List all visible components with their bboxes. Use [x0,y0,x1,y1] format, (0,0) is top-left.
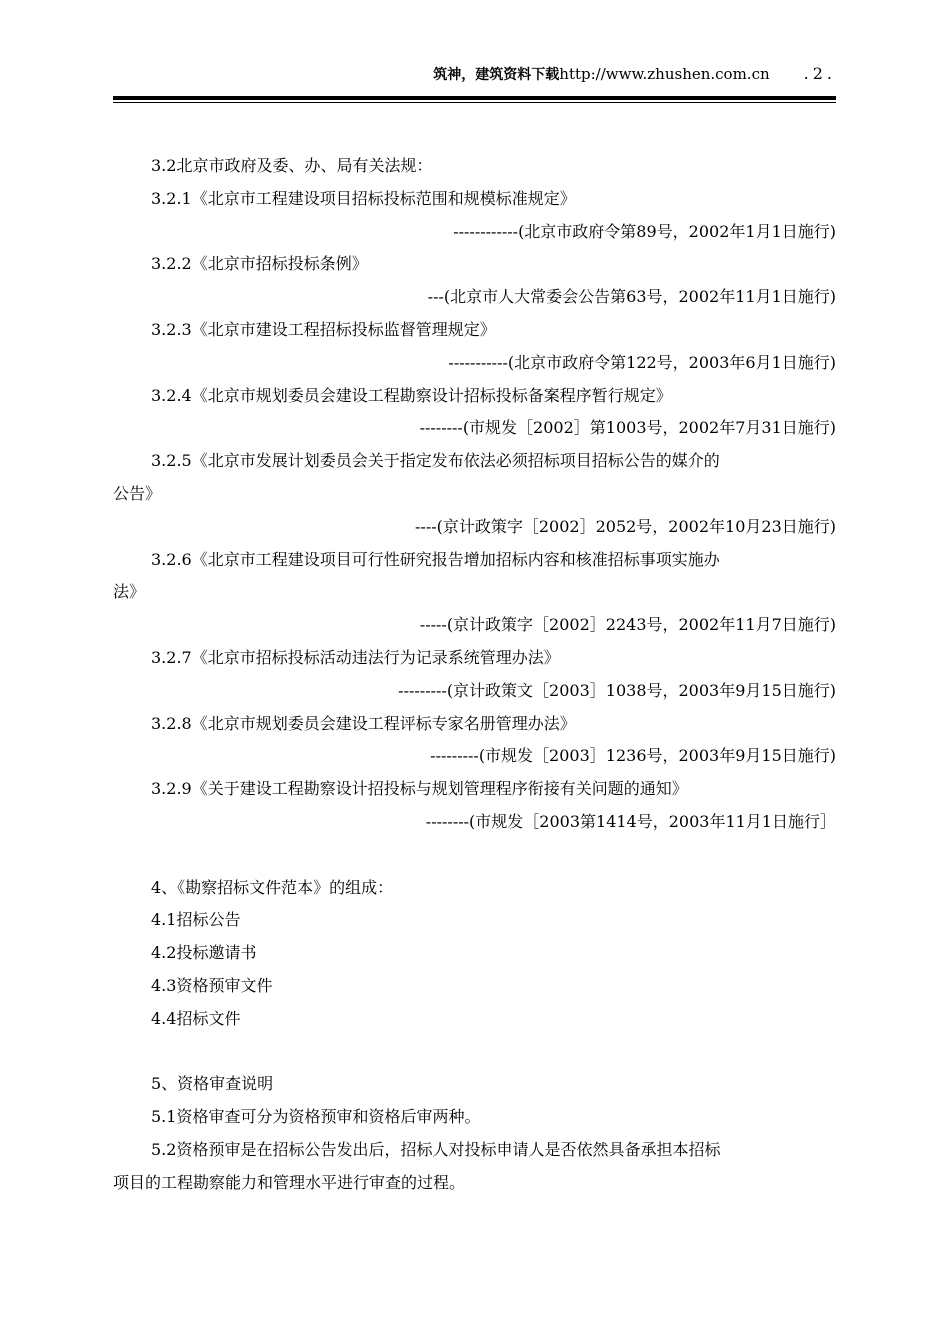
list-item: 4.3资格预审文件 [151,975,273,995]
regulation-source: -----(京计政策字［2002］2243号，2002年11月7日施行) [419,615,836,635]
list-item: 4.2投标邀请书 [151,943,257,963]
page-number: .2. [803,64,836,83]
site-name: 筑神，建筑资料下载 [433,67,560,83]
regulation-source: ----(京计政策字［2002］2052号，2002年10月23日施行) [415,516,836,536]
regulation-title: 3.2.8《北京市规划委员会建设工程评标专家名册管理办法》 [151,713,576,733]
page-header [113,64,836,90]
paragraph-5-2-continued: 项目的工程勘察能力和管理水平进行审查的过程。 [113,1172,466,1192]
regulation-source: ---(北京市人大常委会公告第63号，2002年11月1日施行) [427,287,836,307]
regulation-title: 3.2.6《北京市工程建设项目可行性研究报告增加招标内容和核准招标事项实施办 [151,549,720,569]
regulation-source: ---------(市规发［2003］1236号，2003年9月15日施行) [430,746,836,766]
document-body [113,150,836,1200]
spacer [113,1036,836,1069]
regulation-source: ------------(北京市政府令第89号，2002年1月1日施行) [453,221,836,241]
regulation-title: 3.2.9《关于建设工程勘察设计招投标与规划管理程序衔接有关问题的通知》 [151,779,688,799]
regulation-title: 3.2.4《北京市规划委员会建设工程勘察设计招标投标备案程序暂行规定》 [151,385,672,405]
section-5-heading: 5、资格审查说明 [151,1074,274,1094]
regulation-source: --------(市规发［2002］第1003号，2002年7月31日施行) [419,418,836,438]
regulation-title: 3.2.5《北京市发展计划委员会关于指定发布依法必须招标项目招标公告的媒介的 [151,451,720,471]
regulation-source: --------(市规发［2003第1414号，2003年11月1日施行］ [425,811,836,831]
section-4-heading: 4、《勘察招标文件范本》的组成： [151,877,394,897]
spacer [113,839,836,872]
regulation-source: -----------(北京市政府令第122号，2003年6月1日施行) [448,352,836,372]
paragraph-5-1: 5.1资格审查可分为资格预审和资格后审两种。 [151,1107,481,1127]
regulation-title: 3.2.2《北京市招标投标条例》 [151,254,368,274]
list-item: 4.1招标公告 [151,910,241,930]
site-url[interactable]: http://www.zhushen.com.cn [559,65,770,83]
regulation-source: ---------(京计政策文［2003］1038号，2003年9月15日施行) [398,680,836,700]
header-rule-thick [113,96,836,100]
regulation-title-continued: 公告》 [113,483,162,503]
regulation-title: 3.2.7《北京市招标投标活动违法行为记录系统管理办法》 [151,647,560,667]
header-rule-thin [113,102,836,103]
regulation-title-continued: 法》 [113,582,146,602]
regulation-title: 3.2.3《北京市建设工程招标投标监督管理规定》 [151,319,496,339]
regulation-title: 3.2.1《北京市工程建设项目招标投标范围和规模标准规定》 [151,188,576,208]
paragraph-5-2: 5.2资格预审是在招标公告发出后，招标人对投标申请人是否依然具备承担本招标 [151,1139,721,1159]
list-item: 4.4招标文件 [151,1008,241,1028]
section-3-2-heading: 3.2北京市政府及委、办、局有关法规： [151,156,433,175]
